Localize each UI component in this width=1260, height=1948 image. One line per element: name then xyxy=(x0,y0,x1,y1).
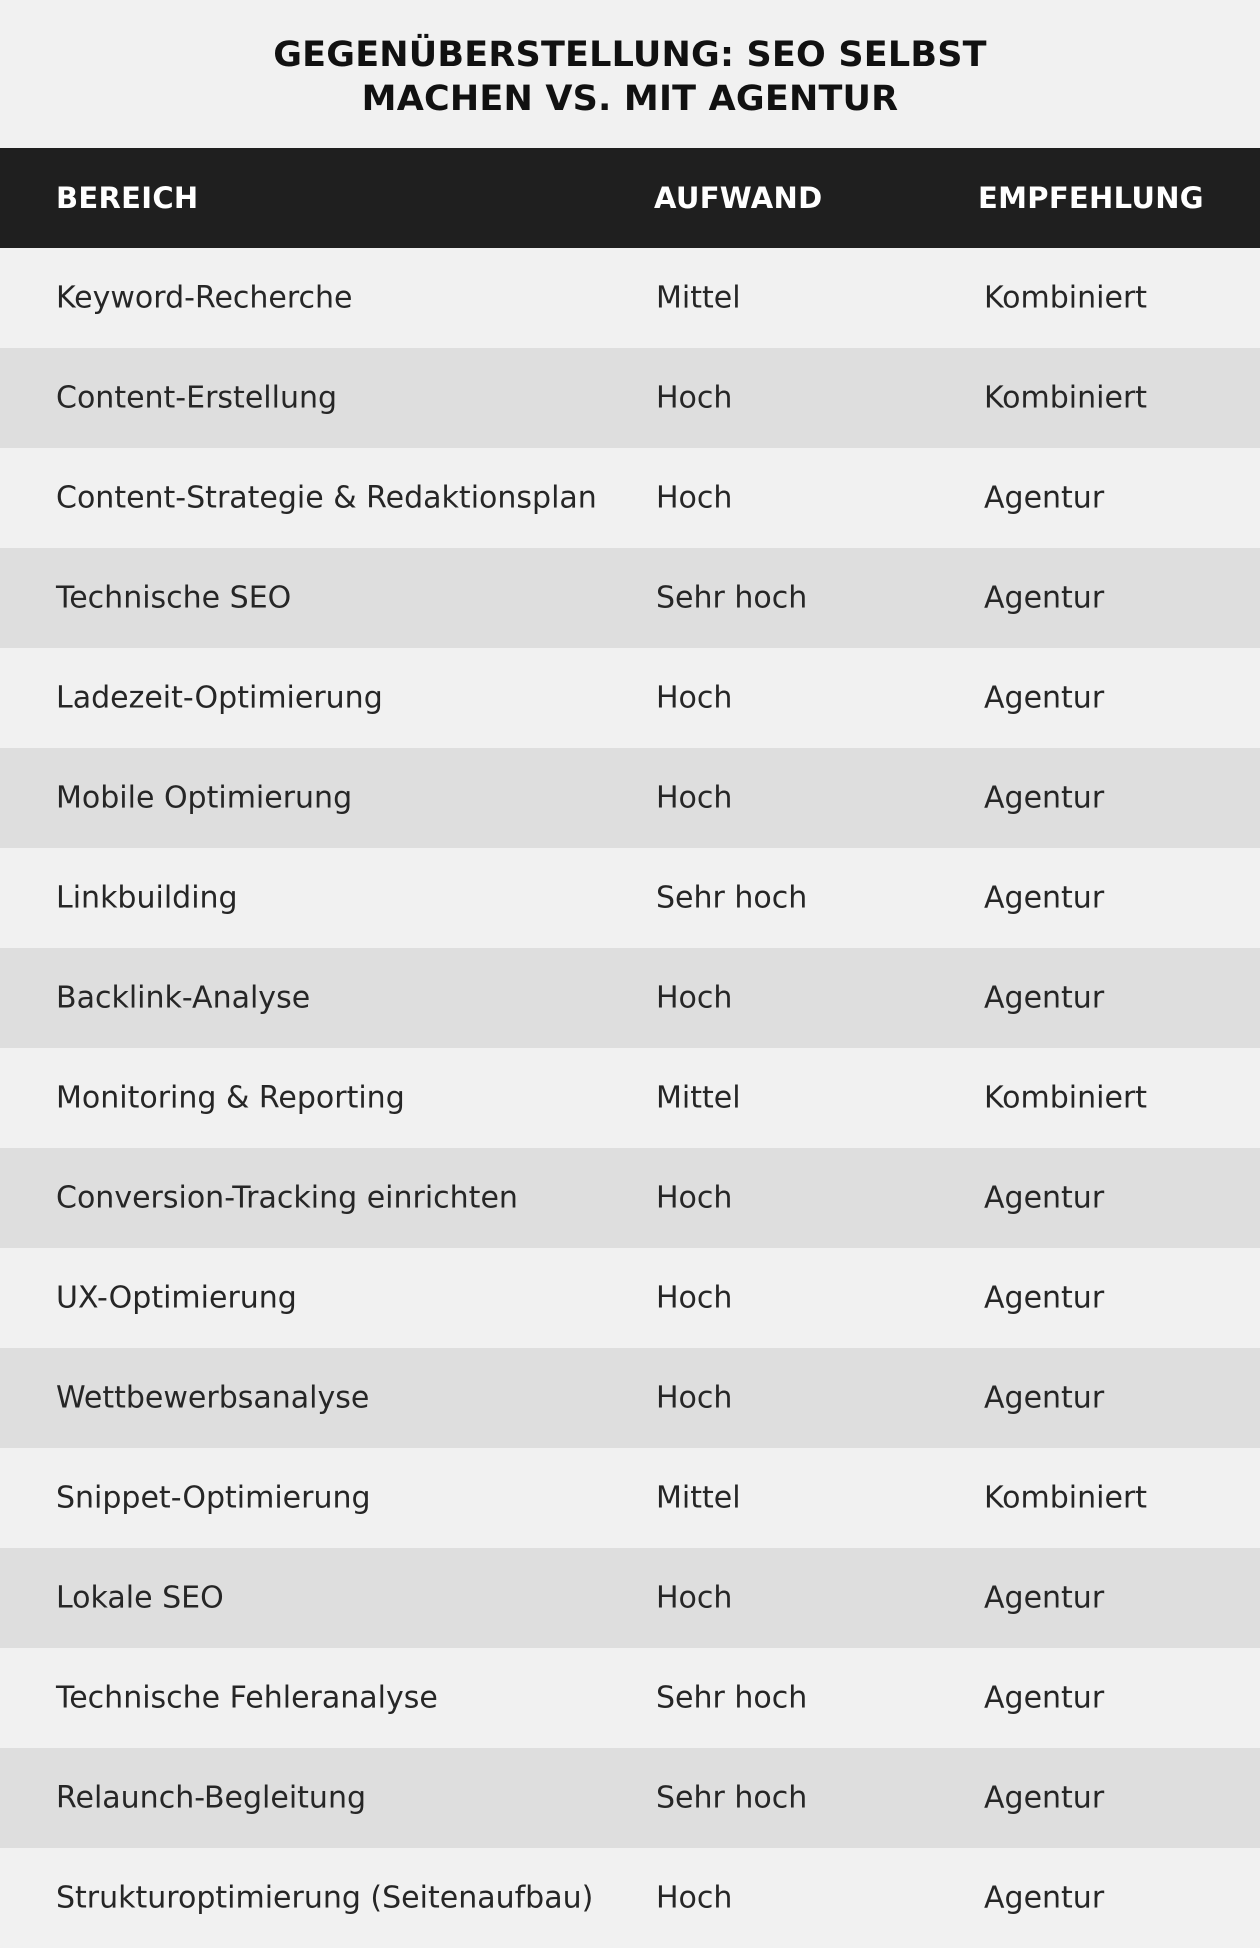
table-row-inner xyxy=(0,1548,1260,1648)
cell-aufwand: Hoch xyxy=(656,1580,733,1616)
table-row xyxy=(0,448,1260,548)
cell-empfehlung: Agentur xyxy=(984,1680,1105,1716)
cell-bereich: Technische SEO xyxy=(56,580,292,616)
table-row xyxy=(0,948,1260,1048)
table-row-inner xyxy=(0,448,1260,548)
cell-bereich: Linkbuilding xyxy=(56,880,238,916)
cell-aufwand: Mittel xyxy=(656,1480,741,1516)
table-row xyxy=(0,1248,1260,1348)
cell-empfehlung: Agentur xyxy=(984,1880,1105,1916)
cell-bereich: Lokale SEO xyxy=(56,1580,224,1616)
table-row xyxy=(0,648,1260,748)
cell-empfehlung: Agentur xyxy=(984,680,1105,716)
cell-aufwand: Hoch xyxy=(656,980,733,1016)
cell-empfehlung: Agentur xyxy=(984,880,1105,916)
cell-empfehlung: Agentur xyxy=(984,1580,1105,1616)
cell-empfehlung: Kombiniert xyxy=(984,1080,1148,1116)
table-row-inner xyxy=(0,748,1260,848)
cell-empfehlung: Agentur xyxy=(984,980,1105,1016)
header-aufwand: AUFWAND xyxy=(654,181,823,215)
table-row xyxy=(0,848,1260,948)
cell-aufwand: Sehr hoch xyxy=(656,1680,808,1716)
cell-bereich: Conversion-Tracking einrichten xyxy=(56,1180,518,1216)
page-title: GEGENÜBERSTELLUNG: SEO SELBST MACHEN VS. MIT AGENTUR xyxy=(273,35,987,119)
cell-bereich: UX-Optimierung xyxy=(56,1280,297,1316)
cell-bereich: Snippet-Optimierung xyxy=(56,1480,371,1516)
cell-aufwand: Hoch xyxy=(656,1880,733,1916)
table-row xyxy=(0,1148,1260,1248)
cell-aufwand: Hoch xyxy=(656,380,733,416)
cell-empfehlung: Agentur xyxy=(984,780,1105,816)
table-row-inner xyxy=(0,1148,1260,1248)
cell-empfehlung: Agentur xyxy=(984,1180,1105,1216)
cell-bereich: Content-Erstellung xyxy=(56,380,338,416)
table-row-inner xyxy=(0,548,1260,648)
cell-aufwand: Sehr hoch xyxy=(656,1780,808,1816)
cell-aufwand: Hoch xyxy=(656,1180,733,1216)
cell-aufwand: Hoch xyxy=(656,1380,733,1416)
cell-empfehlung: Agentur xyxy=(984,1280,1105,1316)
table-row xyxy=(0,1848,1260,1948)
table-row-inner xyxy=(0,848,1260,948)
table-row-inner xyxy=(0,348,1260,448)
cell-empfehlung: Kombiniert xyxy=(984,1480,1148,1516)
table-row-inner xyxy=(0,1248,1260,1348)
cell-bereich: Ladezeit-Optimierung xyxy=(56,680,383,716)
table-row xyxy=(0,1648,1260,1748)
cell-bereich: Monitoring & Reporting xyxy=(56,1080,405,1116)
table-row-inner xyxy=(0,1648,1260,1748)
table-row-inner xyxy=(0,1448,1260,1548)
title-block xyxy=(0,0,1260,148)
table-row-inner xyxy=(0,1048,1260,1148)
cell-empfehlung: Kombiniert xyxy=(984,380,1148,416)
table-header xyxy=(0,148,1260,248)
table-row-inner xyxy=(0,1748,1260,1848)
cell-empfehlung: Agentur xyxy=(984,1780,1105,1816)
cell-aufwand: Sehr hoch xyxy=(656,580,808,616)
cell-empfehlung: Agentur xyxy=(984,580,1105,616)
cell-bereich: Technische Fehleranalyse xyxy=(56,1680,438,1716)
cell-bereich: Backlink-Analyse xyxy=(56,980,311,1016)
table-row-inner xyxy=(0,1348,1260,1448)
cell-empfehlung: Agentur xyxy=(984,480,1105,516)
cell-bereich: Keyword-Recherche xyxy=(56,280,353,316)
table-header-inner xyxy=(0,148,1260,248)
table-row-inner xyxy=(0,648,1260,748)
table-body xyxy=(0,248,1260,1948)
cell-aufwand: Hoch xyxy=(656,480,733,516)
table-row-inner xyxy=(0,1848,1260,1948)
cell-aufwand: Mittel xyxy=(656,1080,741,1116)
table-row-inner xyxy=(0,948,1260,1048)
table-row xyxy=(0,748,1260,848)
header-empfehlung: EMPFEHLUNG xyxy=(978,181,1204,215)
table-row-inner xyxy=(0,248,1260,348)
cell-aufwand: Hoch xyxy=(656,780,733,816)
table-row xyxy=(0,1348,1260,1448)
table-row xyxy=(0,248,1260,348)
table-row xyxy=(0,348,1260,448)
cell-aufwand: Hoch xyxy=(656,1280,733,1316)
table-row xyxy=(0,1048,1260,1148)
cell-bereich: Wettbewerbsanalyse xyxy=(56,1380,370,1416)
cell-empfehlung: Agentur xyxy=(984,1380,1105,1416)
cell-aufwand: Sehr hoch xyxy=(656,880,808,916)
table-row xyxy=(0,1548,1260,1648)
cell-bereich: Content-Strategie & Redaktionsplan xyxy=(56,480,597,516)
table-row xyxy=(0,548,1260,648)
table-row xyxy=(0,1748,1260,1848)
cell-bereich: Mobile Optimierung xyxy=(56,780,353,816)
cell-aufwand: Hoch xyxy=(656,680,733,716)
table-row xyxy=(0,1448,1260,1548)
header-bereich: BEREICH xyxy=(56,181,199,215)
cell-empfehlung: Kombiniert xyxy=(984,280,1148,316)
cell-bereich: Relaunch-Begleitung xyxy=(56,1780,367,1816)
cell-bereich: Strukturoptimierung (Seitenaufbau) xyxy=(56,1880,594,1916)
cell-aufwand: Mittel xyxy=(656,280,741,316)
